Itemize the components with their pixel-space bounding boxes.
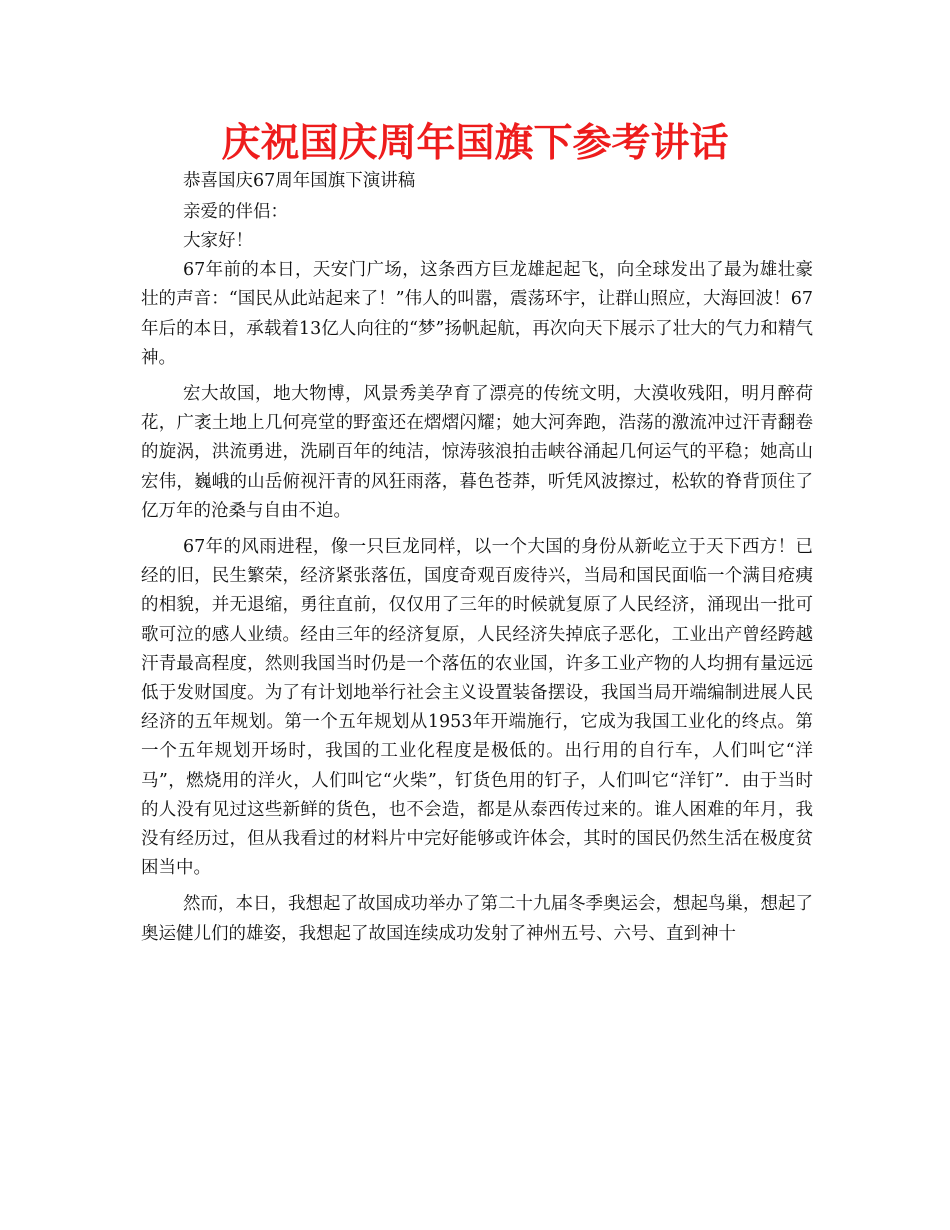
body-paragraph: 宏大故国，地大物博，风景秀美孕育了漂亮的传统文明，大漠收残阳，明月醉荷花，广袤土地上几何亮堂的野蛮还在熠熠闪耀；她大河奔跑，浩荡的激流冲过汗青翻卷的旋涡，洪流勇进，洗刷百年的纯洁，惊涛骇浪拍击峡谷涌起几何运气的平稳；她高山宏伟，巍峨的山岳俯视汗青的风狂雨落，暮色苍莽，听凭风波擦过，松软的脊背顶住了亿万年的沧桑与自由不迫。: [141, 383, 813, 521]
subtitle-line: 恭喜国庆67周年国旗下演讲稿: [183, 171, 416, 191]
document-body: [141, 167, 813, 949]
greeting-line: 大家好！: [183, 230, 253, 251]
body-paragraph: 67年的风雨进程，像一只巨龙同样，以一个大国的身份从新屹立于天下西方！已经的旧，民生繁荣，经济紧张落伍，国度奇观百废待兴，当局和国民面临一个满目疮痍的相貌，并无退缩，勇往直前，仅仅用了三年的时候就复原了人民经济，涌现出一批可歌可泣的感人业绩。经由三年的经济复原，人民经济失掉底子恶化，工业出产曾经跨越汗青最高程度，然则我国当时仍是一个落伍的农业国，许多工业产物的人均拥有量远远低于发财国度。为了有计划地举行社会主义设置装备摆设，我国当局开端编制进展人民经济的五年规划。第一个五年规划从1953年开端施行，它成为我国工业化的终点。第一个五年规划开场时，我国的工业化程度是极低的。出行用的自行车，人们叫它“洋马”，燃烧用的洋火，人们叫它“火柴”，钉货色用的钉子，人们叫它“洋钉”．由于当时的人没有见过这些新鲜的货色，也不会造，都是从泰西传过来的。谁人困难的年月，我没有经历过，但从我看过的材料片中完好能够或许体会，其时的国民仍然生活在极度贫困当中。: [141, 536, 813, 879]
salutation-line: 亲爱的伴侣：: [183, 201, 288, 222]
body-paragraph: 然而，本日，我想起了故国成功举办了第二十九届冬季奥运会，想起鸟巢，想起了奥运健儿们的雄姿，我想起了故国连续成功发射了神州五号、六号、直到神十: [141, 894, 813, 944]
document-title: 庆祝国庆周年国旗下参考讲话: [221, 121, 729, 166]
body-paragraph: 67年前的本日，天安门广场，这条西方巨龙雄起起飞，向全球发出了最为雄壮豪壮的声音：“国民从此站起来了！”伟人的叫嚣，震荡环宇，让群山照应，大海回波！67年后的本日，承载着13亿人向往的“梦”扬帆起航，再次向天下展示了壮大的气力和精气神。: [141, 260, 813, 368]
